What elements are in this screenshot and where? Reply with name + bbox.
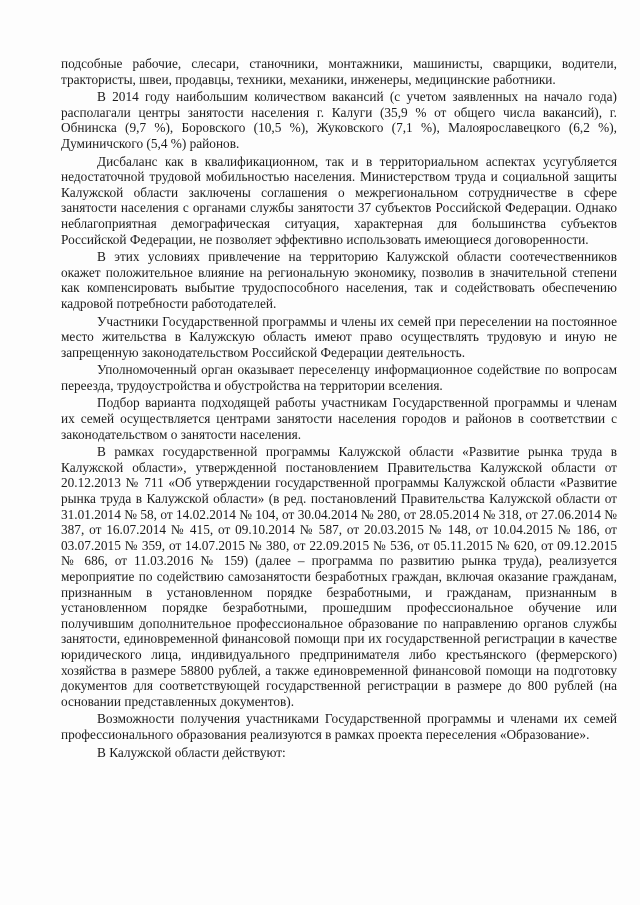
paragraph-labor-market-program: В рамках государственной программы Калужской области «Развитие рынка труда в Калужской области», утвержденной постановлением Правительства Калужской области от 20.12.2013 № 711 «Об утверждении государственной программы Калужской области «Развитие рынка труда в Калужской области» (в ред. постановлений Правительства Калужской области от 31.01.2014 № 58, от 14.02.2014 № 104, от 30.04.2014 № 280, от 28.05.2014 № 318, от 27.06.2014 № 387, от 16.07.2014 № 415, от 09.10.2014 № 587, от 20.03.2015 № 148, от 10.04.2015 № 186, от 03.07.2015 № 359, от 14.07.2015 № 380, от 22.09.2015 № 536, от 05.11.2015 № 620, от 09.12.2015 № 686, от 11.03.2016 № 159) (далее – программа по развитию рынка труда), реализуется мероприятие по содействию самозанятости безработных граждан, включая оказание гражданам, признанным в установленном порядке безработными, и гражданам, признанным в установленном порядке безработными, прошедшим профессиональное обучение или получившим дополнительное профессиональное образование по направлению органов службы занятости, единовременной финансовой помощи при их государственной регистрации в качестве юридического лица, индивидуального предпринимателя либо крестьянского (фермерского) хозяйства в размере 58800 рублей, а также единовременной финансовой помощи на подготовку документов для соответствующей государственной регистрации в размере до 800 рублей (на основании представленных документов). xyxy=(61,444,617,709)
paragraph-compatriots: В этих условиях привлечение на территорию Калужской области соотечественников окажет положительное влияние на региональную экономику, позволив в значительной степени как компенсировать выбытие трудоспособного населения, так и содействовать обеспечению кадровой потребности работодателей. xyxy=(61,249,617,311)
paragraph-job-selection: Подбор варианта подходящей работы участникам Государственной программы и членам их семей осуществляется центрами занятости населения городов и районов в соответствии с законодательством о занятости населения. xyxy=(61,395,617,442)
paragraph-participants-rights: Участники Государственной программы и члены их семей при переселении на постоянное место жительства в Калужскую область имеют право осуществлять трудовую и иную не запрещенную законодательством Российской Федерации деятельность. xyxy=(61,313,617,360)
paragraph-information-support: Уполномоченный орган оказывает переселенцу информационное содействие по вопросам переезда, трудоустройства и обустройства на территории вселения. xyxy=(61,362,617,393)
paragraph-closing: В Калужской области действуют: xyxy=(97,744,286,760)
paragraph-vacancies: В 2014 году наибольшим количеством вакансий (с учетом заявленных на начало года) располагали центры занятости населения г. Калуги (35,9 % от общего числа вакансий), г. Обнинска (9,7 %), Боровского (10,5 %), Жуковского (7,1 %), Малоярославецкого (6,2 %), Думиничского (5,4 %) районов. xyxy=(61,89,617,151)
paragraph-education: Возможности получения участниками Государственной программы и членами их семей профессионального образования реализуются в рамках проекта переселения «Образование». xyxy=(61,711,617,742)
document-body xyxy=(61,56,617,762)
paragraph-imbalance: Дисбаланс как в квалификационном, так и в территориальном аспектах усугубляется недостаточной трудовой мобильностью населения. Министерством труда и социальной защиты Калужской области заключены соглашения о межрегиональном сотрудничестве в сфере занятости населения с органами службы занятости 37 субъектов Российской Федерации. Однако неблагоприятная демографическая ситуация, характерная для большинства субъектов Российской Федерации, не позволяет эффективно использовать имеющиеся договоренности. xyxy=(61,153,617,247)
paragraph-continuation: подсобные рабочие, слесари, станочники, монтажники, машинисты, сварщики, водители, трактористы, швеи, продавцы, техники, механики, инженеры, медицинские работники. xyxy=(61,56,617,87)
